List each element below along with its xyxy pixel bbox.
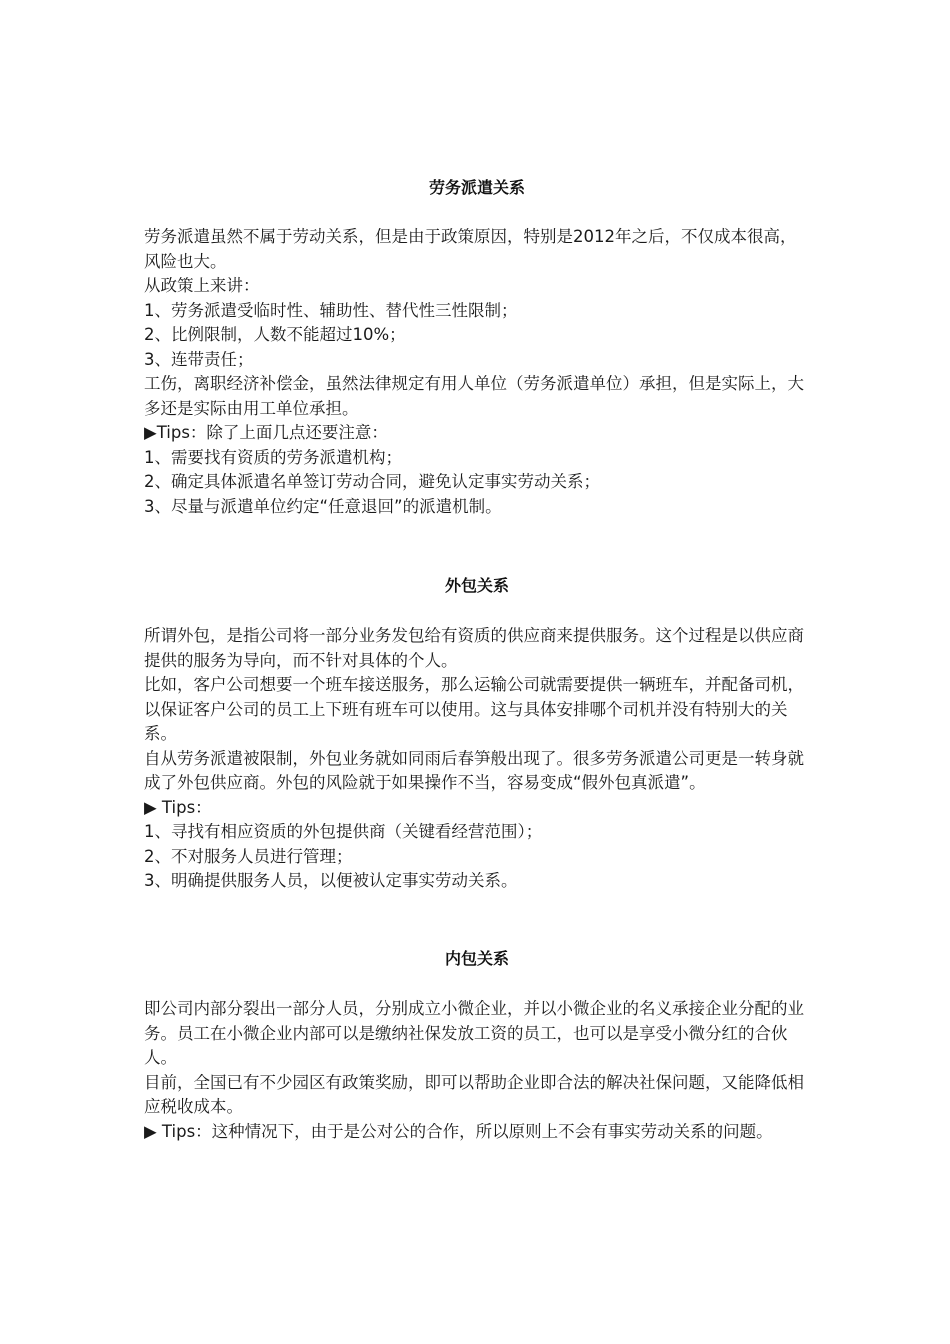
tips-label: ▶ Tips：这种情况下，由于是公对公的合作，所以原则上不会有事实劳动关系的问题。	[144, 1121, 773, 1141]
tips-label: ▶ Tips：	[144, 797, 212, 817]
section-heading: 劳务派遣关系	[428, 178, 525, 197]
paragraph: 即公司内部分裂出一部分人员，分别成立小微企业，并以小微企业的名义承接企业分配的业务。员工在小微企业内部可以是缴纳社保发放工资的员工，也可以是享受小微分红的合伙人。	[144, 999, 804, 1067]
section-body	[144, 997, 810, 1144]
section-body	[144, 624, 810, 894]
section-heading: 外包关系	[444, 576, 509, 595]
tips-label: ▶Tips：除了上面几点还要注意：	[144, 423, 388, 442]
paragraph: 所谓外包，是指公司将一部分业务发包给有资质的供应商来提供服务。这个过程是以供应商提供的服务为导向，而不针对具体的个人。	[144, 626, 804, 670]
list-item: 1、寻找有相应资质的外包提供商（关键看经营范围）；	[144, 822, 543, 841]
list-item: 3、明确提供服务人员，以便被认定事实劳动关系。	[144, 871, 518, 890]
section-heading: 内包关系	[444, 949, 509, 968]
paragraph: 劳务派遣虽然不属于劳动关系，但是由于政策原因，特别是2012年之后，不仅成本很高，风险也大。	[144, 227, 797, 271]
paragraph: 自从劳务派遣被限制，外包业务就如同雨后春笋般出现了。很多劳务派遣公司更是一转身就成了外包供应商。外包的风险就于如果操作不当，容易变成“假外包真派遣”。	[144, 748, 804, 792]
list-item: 2、确定具体派遣名单签订劳动合同，避免认定事实劳动关系；	[144, 472, 600, 491]
list-item: 2、比例限制，人数不能超过10%；	[144, 325, 406, 344]
section-insourcing	[144, 947, 810, 1144]
paragraph: 工伤，离职经济补偿金，虽然法律规定有用人单位（劳务派遣单位）承担，但是实际上，大多还是实际由用工单位承担。	[144, 374, 804, 418]
list-item: 1、需要找有资质的劳务派遣机构；	[144, 447, 402, 467]
list-item: 1、劳务派遣受临时性、辅助性、替代性三性限制；	[144, 300, 518, 320]
paragraph: 目前，全国已有不少园区有政策奖励，即可以帮助企业即合法的解决社保问题，又能降低相应税收成本。	[144, 1072, 804, 1116]
section-labor-dispatch	[144, 176, 810, 519]
section-body	[144, 225, 810, 519]
list-item: 3、连带责任；	[144, 349, 254, 369]
list-item: 3、尽量与派遣单位约定“任意退回”的派遣机制。	[144, 496, 502, 516]
list-item: 2、不对服务人员进行管理；	[144, 846, 353, 866]
paragraph: 比如，客户公司想要一个班车接送服务，那么运输公司就需要提供一辆班车，并配备司机，以保证客户公司的员工上下班有班车可以使用。这与具体安排哪个司机并没有特别大的关系。	[144, 675, 804, 743]
section-outsourcing	[144, 574, 810, 894]
paragraph: 从政策上来讲：	[144, 276, 260, 295]
